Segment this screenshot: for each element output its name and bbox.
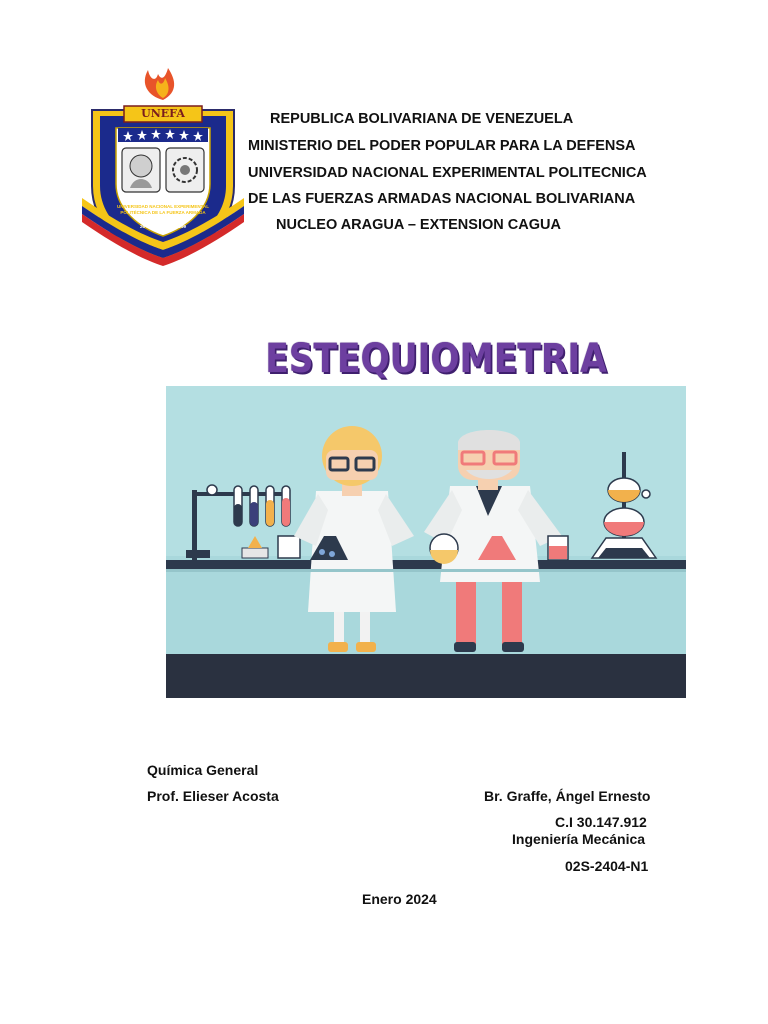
student-career: Ingeniería Mecánica (512, 831, 646, 847)
header-line-university: UNIVERSIDAD NACIONAL EXPERIMENTAL POLITECNICA (248, 165, 647, 181)
seal-date: 26 DE ABRIL DE 1999 (139, 224, 187, 229)
laboratory-scientists-illustration-icon (166, 386, 686, 698)
header-line-armed-forces: DE LAS FUERZAS ARMADAS NACIONAL BOLIVARIANA (248, 191, 636, 207)
student-id: C.I 30.147.912 (555, 814, 647, 830)
header-line-republic: REPUBLICA BOLIVARIANA DE VENEZUELA (270, 111, 574, 127)
student-name: Br. Graffe, Ángel Ernesto (484, 788, 651, 804)
header-line-nucleus: NUCLEO ARAGUA – EXTENSION CAGUA (276, 217, 561, 233)
document-date: Enero 2024 (362, 891, 437, 907)
document-title: ESTEQUIOMETRIA (265, 336, 607, 382)
header-line-ministry: MINISTERIO DEL PODER POPULAR PARA LA DEFENSA (248, 138, 636, 154)
seal-acronym: UNEFA (141, 107, 185, 120)
course-professor: Prof. Elieser Acosta (147, 788, 279, 804)
laboratory-illustration (166, 386, 686, 698)
unefa-seal-logo (78, 66, 248, 266)
seal-graphic (78, 66, 248, 266)
student-section: 02S-2404-N1 (565, 858, 649, 874)
seal-ring-text: UNIVERSIDAD NACIONAL EXPERIMENTAL POLITÉCNICA DE LA FUERZA ARMADA (116, 204, 210, 215)
course-subject: Química General (147, 762, 259, 778)
